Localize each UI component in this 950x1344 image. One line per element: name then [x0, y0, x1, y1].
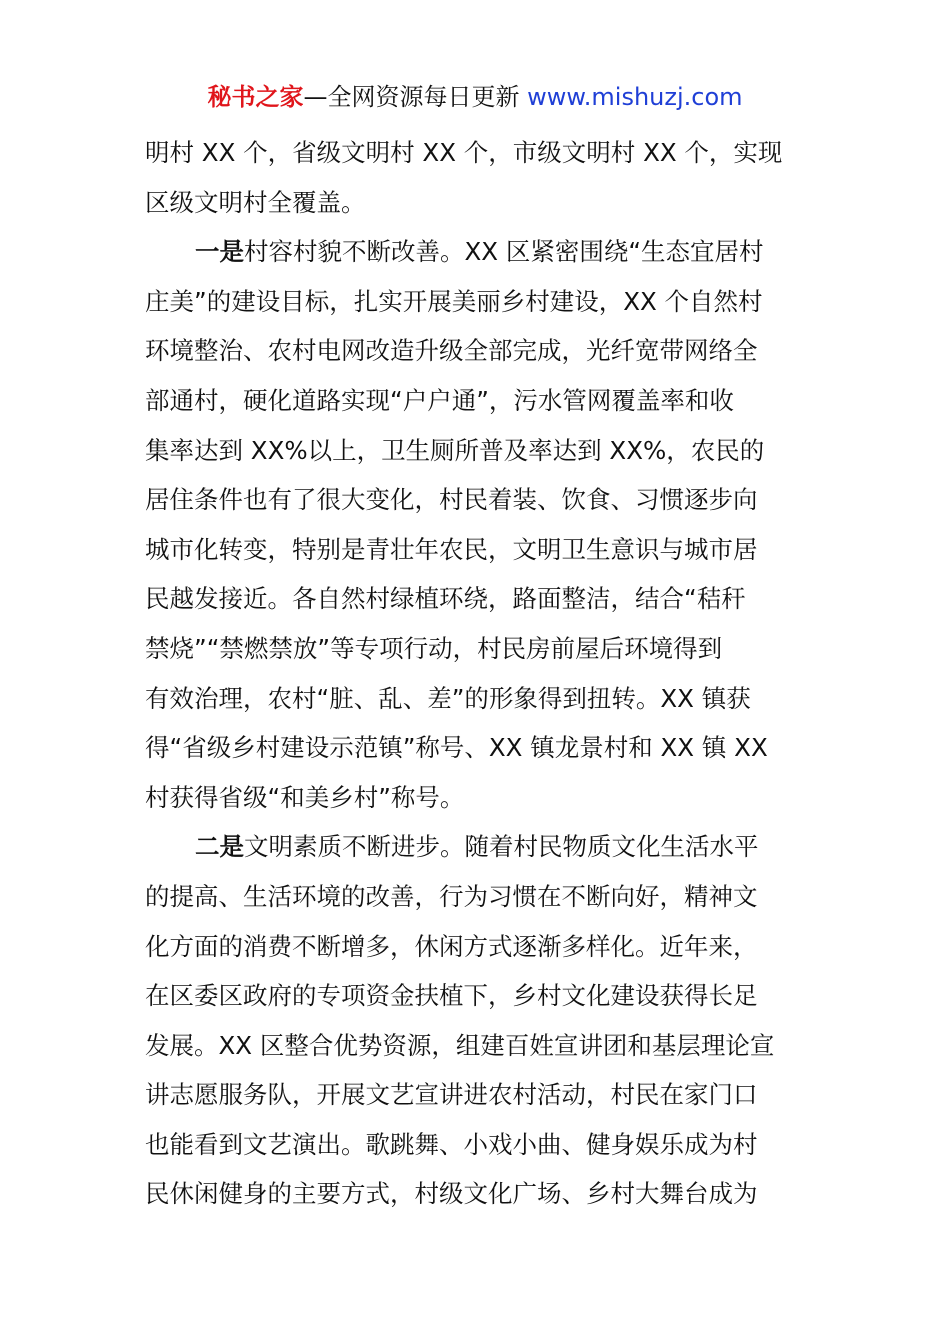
line-text: 的提高、生活环境的改善，行为习惯在不断向好，精神文: [145, 881, 758, 911]
line-text: 村容村貌不断改善。XX 区紧密围绕“生态宜居村: [244, 237, 764, 267]
text-line: [145, 376, 815, 426]
paragraph-lead: 一是: [195, 237, 244, 267]
line-text: 文明素质不断进步。随着村民物质文化生活水平: [244, 832, 759, 862]
line-text: 部通村，硬化道路实现“户户通”，污水管网覆盖率和收: [145, 385, 734, 415]
line-text: 在区委区政府的专项资金扶植下，乡村文化建设获得长足: [145, 981, 758, 1011]
line-text: 居住条件也有了很大变化，村民着装、饮食、习惯逐步向: [145, 485, 758, 515]
text-line: [145, 723, 815, 773]
line-text: 民越发接近。各自然村绿植环绕，路面整洁，结合“秸秆: [145, 584, 746, 614]
text-line: [145, 624, 815, 674]
text-line: [145, 971, 815, 1021]
line-text: 也能看到文艺演出。歌跳舞、小戏小曲、健身娱乐成为村: [145, 1129, 758, 1159]
line-text: 得“省级乡村建设示范镇”称号、XX 镇龙景村和 XX 镇 XX: [145, 733, 768, 763]
brand-name: 秘书之家: [207, 83, 304, 111]
text-line: [145, 326, 815, 376]
text-line: [145, 475, 815, 525]
text-line: [145, 773, 815, 823]
text-line: [145, 674, 815, 724]
site-header: [0, 80, 950, 114]
line-text: 民休闲健身的主要方式，村级文化广场、乡村大舞台成为: [145, 1179, 758, 1209]
line-text: 城市化转变，特别是青壮年农民，文明卫生意识与城市居: [145, 534, 758, 564]
paragraph-lead: 二是: [195, 832, 244, 862]
header-tagline: —全网资源每日更新: [303, 83, 520, 111]
text-line: [145, 277, 815, 327]
text-line: [145, 1120, 815, 1170]
line-text: 有效治理，农村“脏、乱、差”的形象得到扭转。XX 镇获: [145, 683, 751, 713]
line-text: 讲志愿服务队，开展文艺宣讲进农村活动，村民在家门口: [145, 1080, 758, 1110]
line-text: 化方面的消费不断增多，休闲方式逐渐多样化。近年来，: [145, 931, 758, 961]
line-text: 发展。XX 区整合优势资源，组建百姓宣讲团和基层理论宣: [145, 1030, 775, 1060]
line-text: 明村 XX 个，省级文明村 XX 个，市级文明村 XX 个，实现: [145, 138, 783, 167]
text-line: [145, 426, 815, 476]
text-line: [145, 227, 815, 277]
text-line: [145, 922, 815, 972]
line-text: 环境整治、农村电网改造升级全部完成，光纤宽带网络全: [145, 336, 758, 366]
text-line: [145, 1169, 815, 1219]
line-text: 庄美”的建设目标，扎实开展美丽乡村建设，XX 个自然村: [145, 286, 763, 316]
text-line: [145, 822, 815, 872]
line-text: 禁烧”“禁燃禁放”等专项行动，村民房前屋后环境得到: [145, 633, 723, 663]
site-url-link[interactable]: www.mishuzj.com: [527, 83, 743, 111]
line-text: 集率达到 XX%以上，卫生厕所普及率达到 XX%，农民的: [145, 435, 765, 465]
text-line: [145, 872, 815, 922]
text-line: [145, 128, 815, 178]
line-text: 区级文明村全覆盖。: [145, 187, 366, 217]
text-line: [145, 574, 815, 624]
document-body: [145, 128, 815, 1219]
text-line: [145, 525, 815, 575]
text-line: [145, 178, 815, 228]
line-text: 村获得省级“和美乡村”称号。: [145, 782, 465, 812]
text-line: [145, 1021, 815, 1071]
text-line: [145, 1070, 815, 1120]
